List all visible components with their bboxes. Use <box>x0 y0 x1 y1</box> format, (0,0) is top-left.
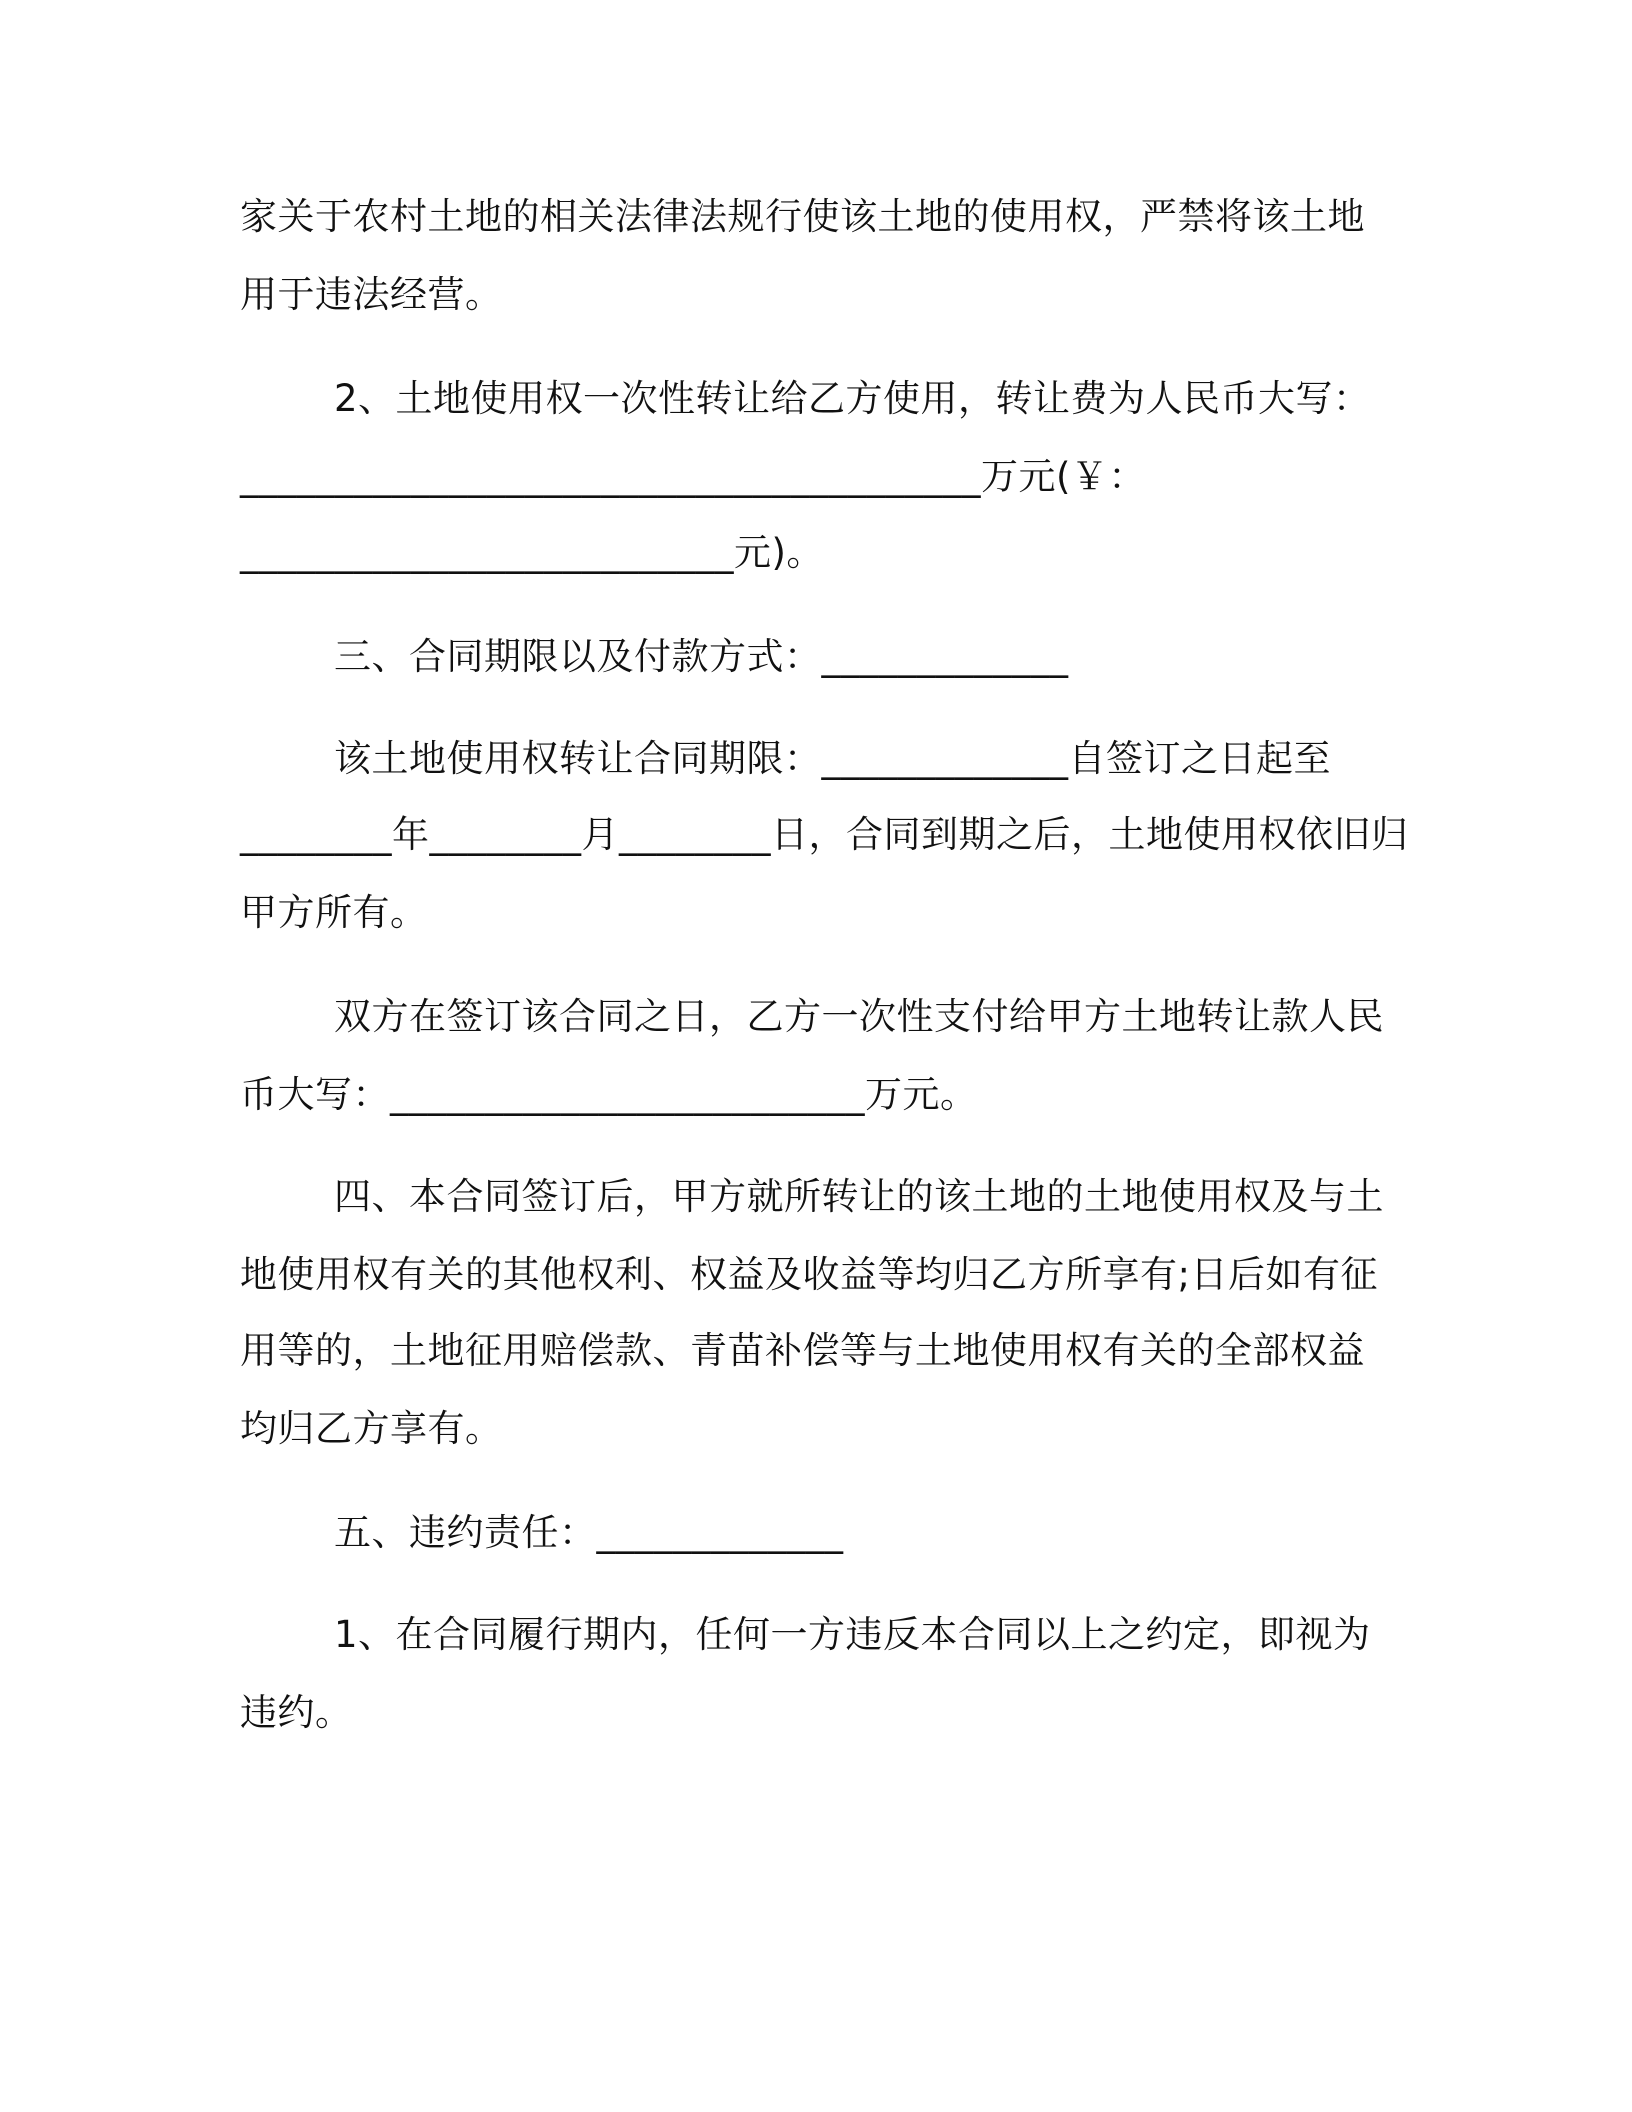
text-line: 用等的，土地征用赔偿款、青苗补偿等与土地使用权有关的全部权益 <box>240 1329 1365 1372</box>
fee-amount-line: __________________________元)。 <box>240 531 824 574</box>
section-5-heading: 五、违约责任：_____________ <box>334 1511 844 1554</box>
text-line: 地使用权有关的其他权利、权益及收益等均归乙方所享有;日后如有征 <box>240 1253 1378 1296</box>
term-line: 该土地使用权转让合同期限：_____________自签订之日起至 <box>334 737 1331 780</box>
text-line: 均归乙方享有。 <box>240 1407 503 1450</box>
clause-1-line: 1、在合同履行期内，任何一方违反本合同以上之约定，即视为 <box>334 1613 1371 1656</box>
payment-amount-line: 币大写：_________________________万元。 <box>240 1073 978 1116</box>
section-3-heading: 三、合同期限以及付款方式：_____________ <box>334 635 1069 678</box>
text-line: 违约。 <box>240 1691 353 1734</box>
text-line: 家关于农村土地的相关法律法规行使该土地的使用权，严禁将该土地 <box>240 195 1365 238</box>
text-line: 用于违法经营。 <box>240 273 503 316</box>
payment-line: 双方在签订该合同之日，乙方一次性支付给甲方土地转让款人民 <box>334 995 1384 1038</box>
fee-blank-line: _______________________________________万元(￥： <box>240 455 1146 498</box>
term-date-line: ________年________月________日，合同到期之后，土地使用权依旧归 <box>240 813 1409 856</box>
clause-2-line: 2、土地使用权一次性转让给乙方使用，转让费为人民币大写： <box>334 377 1371 420</box>
section-4-line: 四、本合同签订后，甲方就所转让的该土地的土地使用权及与土 <box>334 1175 1384 1218</box>
text-line: 甲方所有。 <box>240 891 428 934</box>
